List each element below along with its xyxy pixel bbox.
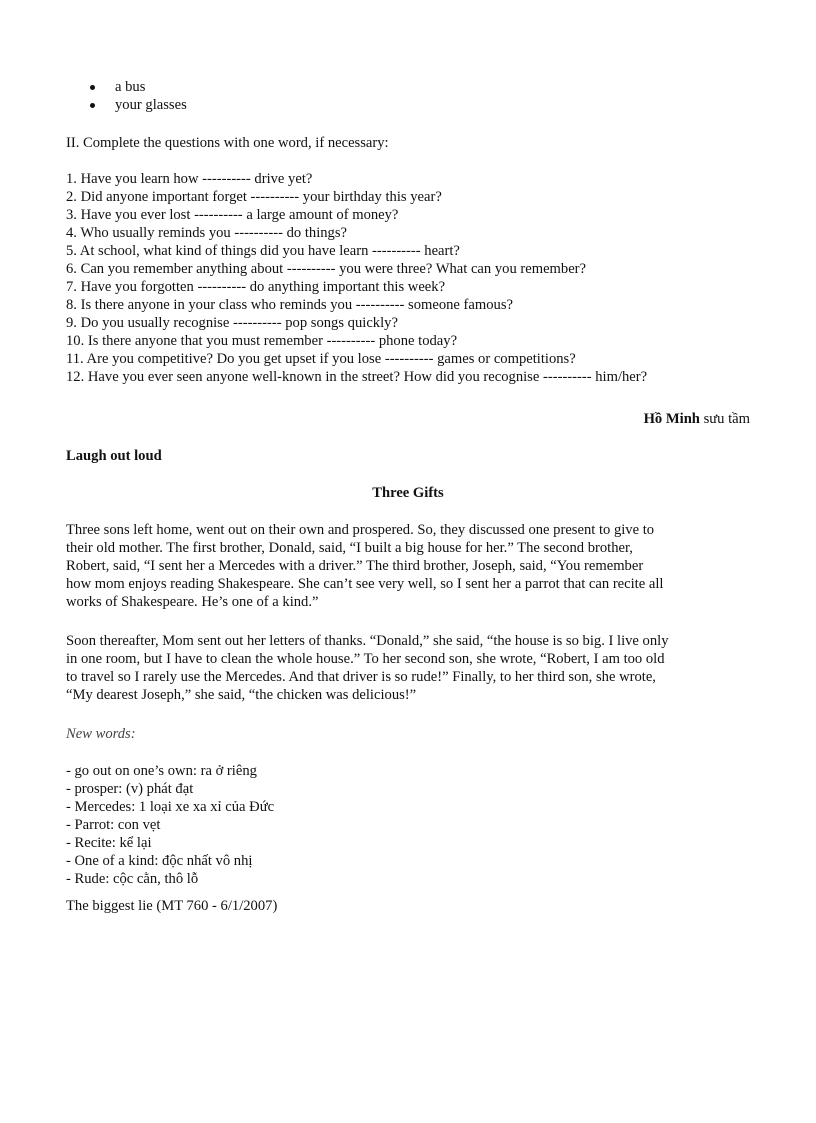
question-item: 7. Have you forgotten ---------- do anything important this week? bbox=[66, 279, 446, 295]
vocab-item: - Mercedes: 1 loại xe xa xỉ của Đức bbox=[66, 799, 275, 815]
section-heading: II. Complete the questions with one word, if necessary: bbox=[66, 135, 389, 151]
question-item: 5. At school, what kind of things did you have learn ---------- heart? bbox=[66, 243, 460, 259]
paragraph-line: their old mother. The first brother, Donald, said, “I built a big house for her.” The second brother, bbox=[66, 540, 633, 556]
paragraph-line: Robert, said, “I sent her a Mercedes with a driver.” The third brother, Joseph, said, “You remember bbox=[66, 558, 644, 574]
question-item: 4. Who usually reminds you ---------- do things? bbox=[66, 225, 348, 241]
vocab-item: - Parrot: con vẹt bbox=[66, 817, 161, 833]
vocab-item: - Recite: kể lại bbox=[66, 835, 152, 851]
vocab-item: - prosper: (v) phát đạt bbox=[66, 781, 194, 797]
question-item: 12. Have you ever seen anyone well-known in the street? How did you recognise ---------- him/her? bbox=[66, 369, 648, 385]
bullet-item: your glasses bbox=[88, 96, 187, 114]
question-item: 6. Can you remember anything about ---------- you were three? What can you remember? bbox=[66, 261, 587, 277]
paragraph-line: “My dearest Joseph,” she said, “the chicken was delicious!” bbox=[66, 687, 417, 703]
credit-line bbox=[644, 410, 750, 428]
question-item: 11. Are you competitive? Do you get upset if you lose ---------- games or competitions? bbox=[66, 351, 576, 367]
paragraph-line: to travel so I rarely use the Mercedes. And that driver is so rude!” Finally, to her third son, she wrote, bbox=[66, 669, 656, 685]
story-paragraph-1 bbox=[66, 521, 756, 611]
question-item: 2. Did anyone important forget ---------- your birthday this year? bbox=[66, 189, 442, 205]
paragraph-line: how mom enjoys reading Shakespeare. She can’t see very well, so I sent her a parrot that can recite all bbox=[66, 576, 664, 592]
bullet-icon bbox=[90, 85, 95, 90]
vocab-list bbox=[66, 762, 274, 888]
story-paragraph-2 bbox=[66, 632, 756, 704]
question-item: 9. Do you usually recognise ---------- pop songs quickly? bbox=[66, 315, 398, 331]
story-title: Three Gifts bbox=[372, 485, 444, 501]
paragraph-line: works of Shakespeare. He’s one of a kind.” bbox=[66, 594, 319, 610]
question-item: 8. Is there anyone in your class who reminds you ---------- someone famous? bbox=[66, 297, 513, 313]
credit-name: Hồ Minh bbox=[643, 411, 700, 427]
footer-line: The biggest lie (MT 760 - 6/1/2007) bbox=[66, 898, 278, 914]
new-words-label: New words: bbox=[66, 726, 136, 742]
question-item: 3. Have you ever lost ---------- a large amount of money? bbox=[66, 207, 399, 223]
vocab-item: - go out on one’s own: ra ở riêng bbox=[66, 763, 257, 779]
question-item: 10. Is there anyone that you must remember ---------- phone today? bbox=[66, 333, 458, 349]
vocab-item: - Rude: cộc cằn, thô lỗ bbox=[66, 871, 199, 887]
vocab-item: - One of a kind: độc nhất vô nhị bbox=[66, 853, 253, 869]
paragraph-line: Three sons left home, went out on their own and prospered. So, they discussed one present to give to bbox=[66, 522, 655, 538]
question-item: 1. Have you learn how ---------- drive yet? bbox=[66, 171, 313, 187]
laugh-heading: Laugh out loud bbox=[66, 448, 162, 464]
paragraph-line: Soon thereafter, Mom sent out her letters of thanks. “Donald,” she said, “the house is so big. I live only bbox=[66, 633, 669, 649]
credit-suffix: sưu tầm bbox=[699, 411, 750, 427]
paragraph-line: in one room, but I have to clean the whole house.” To her second son, she wrote, “Robert, I am too old bbox=[66, 651, 665, 667]
bullet-icon bbox=[90, 103, 95, 108]
bullet-list bbox=[88, 78, 187, 114]
bullet-item: a bus bbox=[88, 78, 187, 96]
question-list bbox=[66, 170, 647, 386]
